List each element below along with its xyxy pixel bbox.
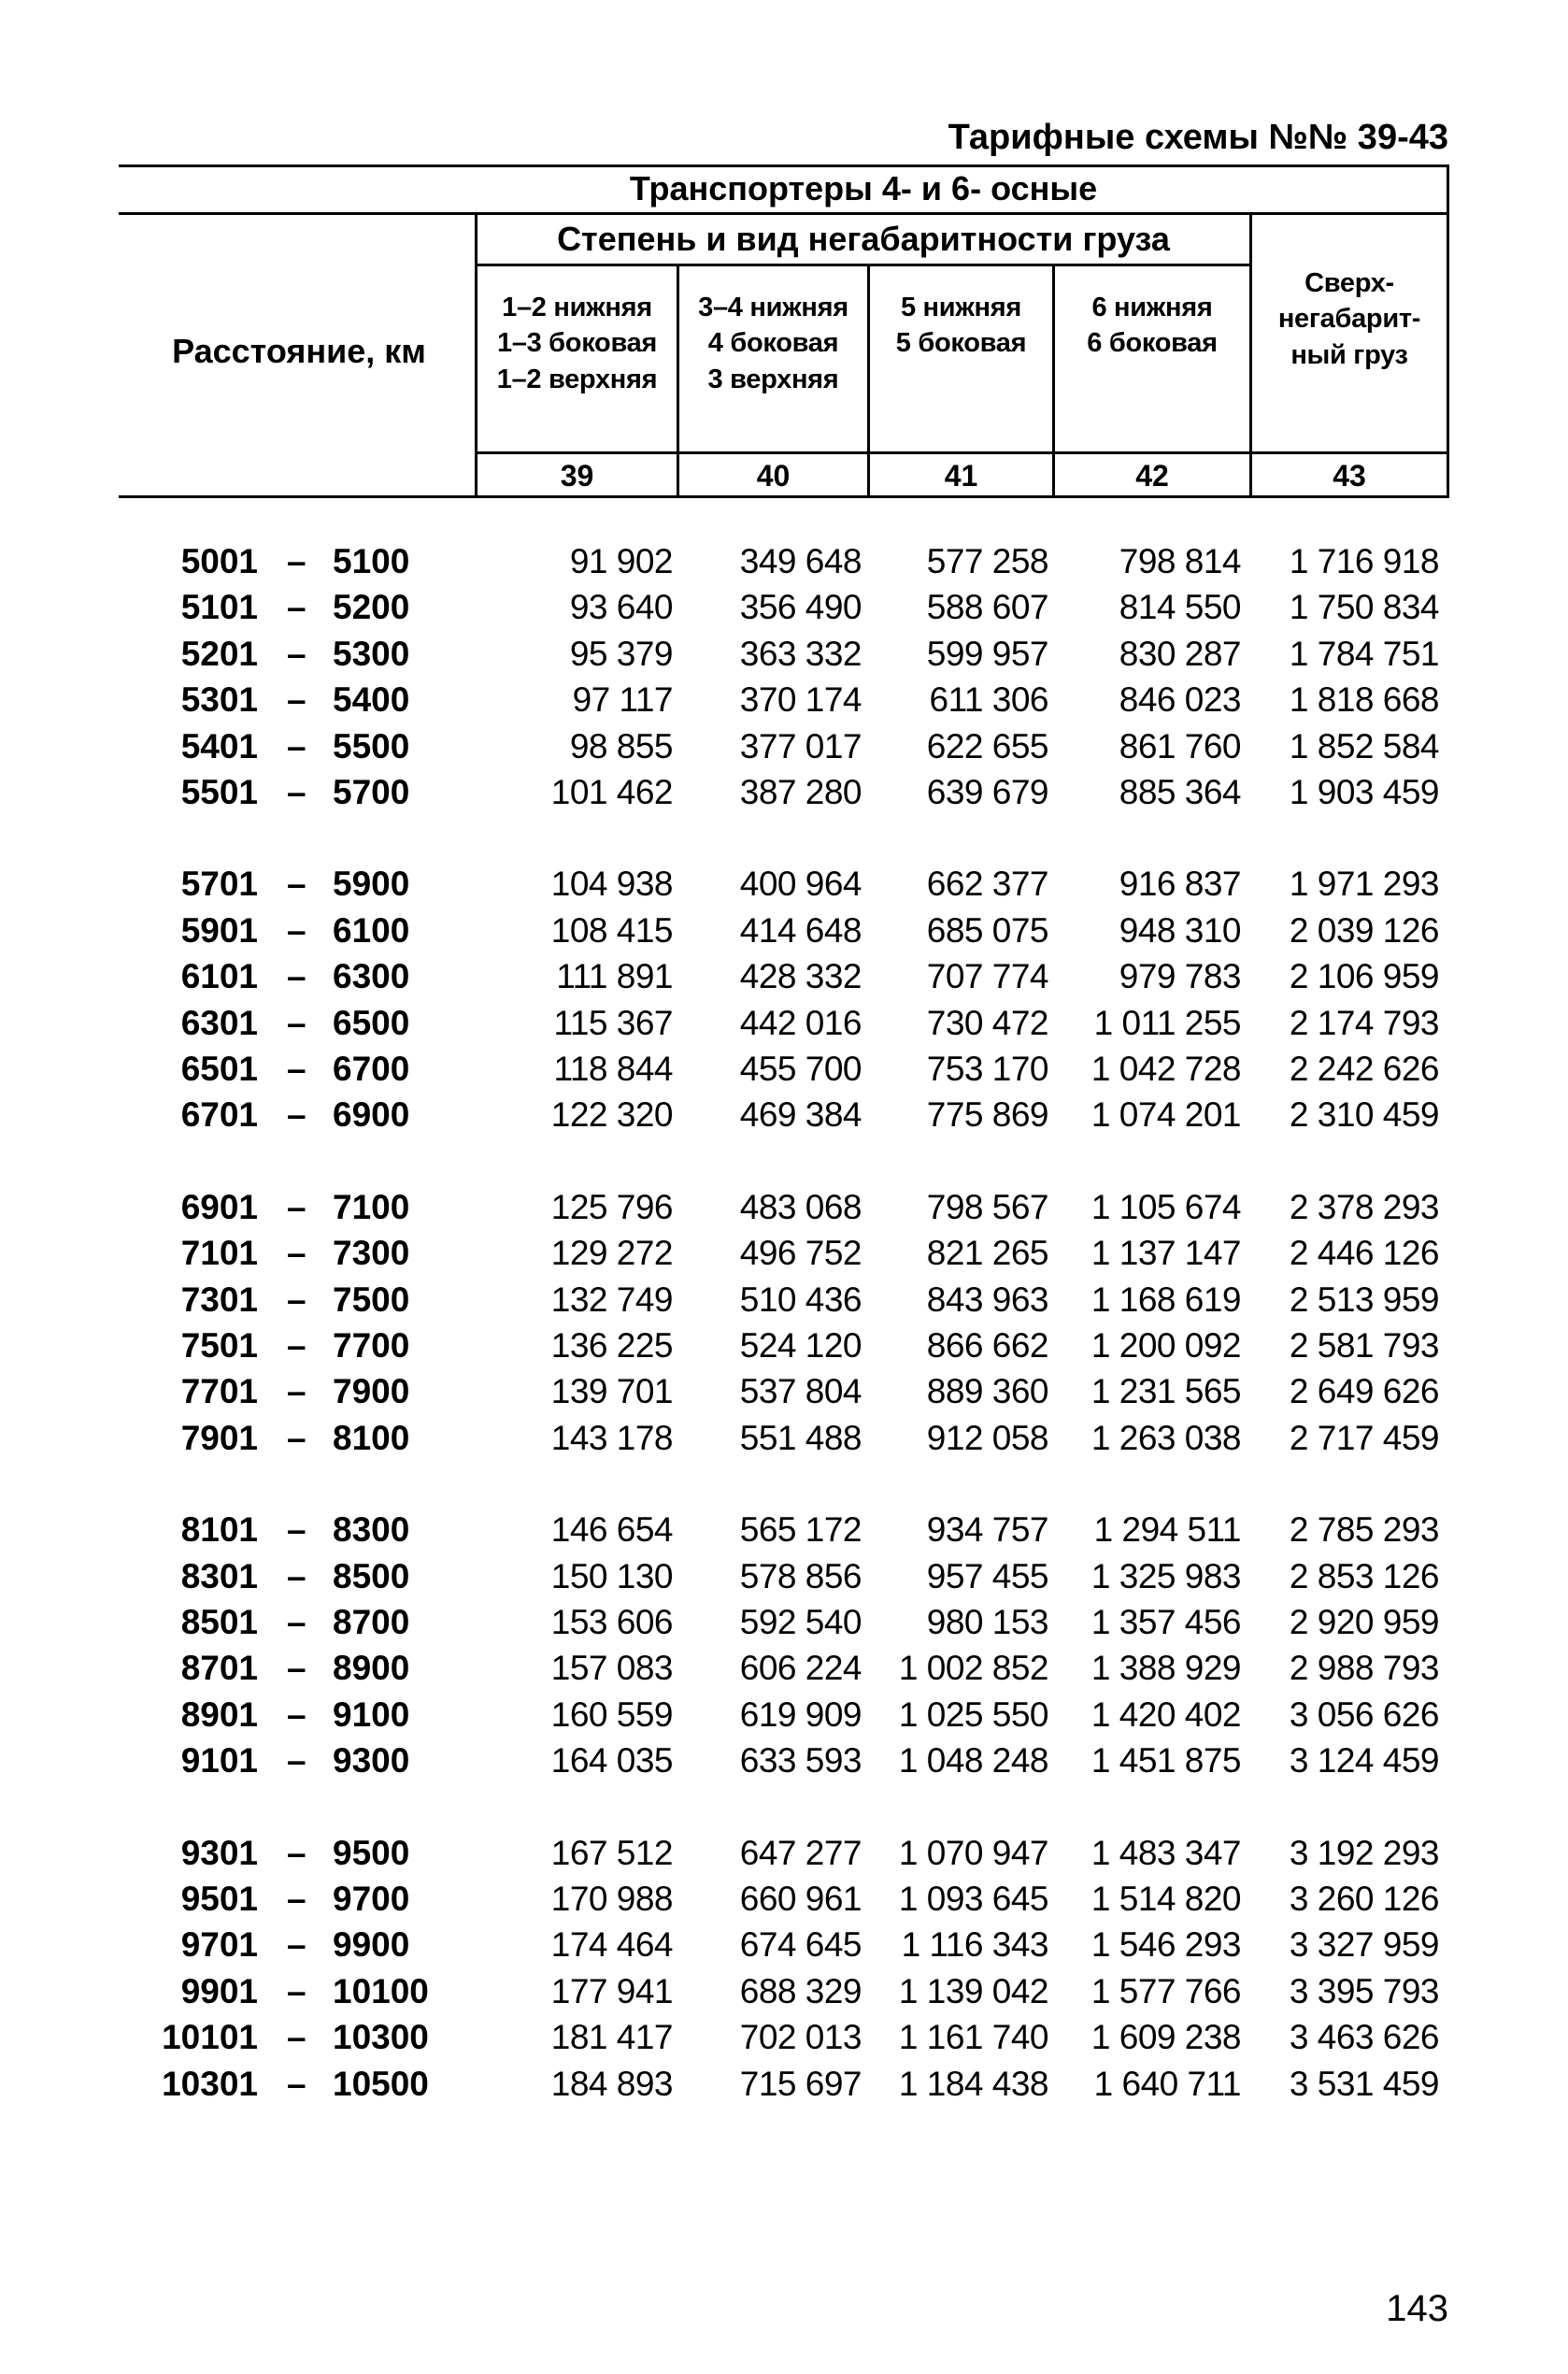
tariff-value-39: 118 844 xyxy=(553,1050,673,1088)
tariff-value-42: 1 325 983 xyxy=(1090,1556,1241,1595)
table-row xyxy=(0,1234,1568,1280)
range-dash: – xyxy=(287,1095,306,1135)
tariff-value-42: 948 310 xyxy=(1119,910,1241,950)
tariff-value-43: 1 903 459 xyxy=(1289,773,1439,811)
distance-from: 6501 xyxy=(180,1050,258,1088)
table-row xyxy=(0,1972,1568,2018)
table-row xyxy=(0,2065,1568,2110)
tariff-value-41: 912 058 xyxy=(926,1418,1048,1457)
table-row xyxy=(0,1925,1568,1971)
table-row xyxy=(0,1280,1568,1326)
tariff-value-39: 143 178 xyxy=(550,1418,673,1457)
tariff-value-40: 356 490 xyxy=(739,588,862,627)
tariff-value-41: 934 757 xyxy=(926,1510,1048,1550)
distance-from: 5901 xyxy=(180,910,258,950)
tariff-value-40: 633 593 xyxy=(739,1741,862,1780)
tariff-value-43: 2 378 293 xyxy=(1289,1187,1439,1226)
distance-from: 9901 xyxy=(180,1971,258,2010)
tariff-value-43: 1 750 834 xyxy=(1289,588,1439,627)
distance-to: 7700 xyxy=(333,1326,410,1365)
tariff-value-39: 108 415 xyxy=(550,910,673,950)
range-dash: – xyxy=(287,1372,306,1411)
header-degree-rule xyxy=(475,264,1252,266)
tariff-value-41: 577 258 xyxy=(926,542,1048,580)
range-dash: – xyxy=(287,1649,306,1688)
range-dash: – xyxy=(287,1603,306,1641)
range-dash: – xyxy=(287,1695,306,1734)
tariff-value-42: 1 231 565 xyxy=(1090,1372,1241,1411)
tariff-value-43: 2 853 126 xyxy=(1289,1556,1439,1595)
table-row xyxy=(0,2018,1568,2064)
tariff-value-42: 1 514 820 xyxy=(1090,1880,1241,1918)
distance-to: 5500 xyxy=(333,726,410,765)
tariff-value-39: 153 606 xyxy=(550,1603,673,1641)
distance-from: 5501 xyxy=(180,773,258,811)
tariff-value-43: 3 463 626 xyxy=(1289,2018,1439,2057)
distance-to: 5300 xyxy=(333,634,410,673)
tariff-value-43: 3 395 793 xyxy=(1289,1971,1439,2010)
distance-from: 5301 xyxy=(180,680,258,720)
tariff-value-42: 798 814 xyxy=(1119,542,1241,580)
distance-from: 7901 xyxy=(180,1418,258,1457)
tariff-value-41: 1 025 550 xyxy=(898,1695,1048,1734)
distance-to: 8100 xyxy=(333,1418,410,1457)
tariff-value-41: 1 048 248 xyxy=(898,1741,1048,1780)
range-dash: – xyxy=(287,1925,306,1965)
column-header-41: 5 нижняя 5 боковая xyxy=(895,293,1027,359)
distance-from: 9101 xyxy=(180,1741,258,1780)
tariff-value-40: 619 909 xyxy=(739,1695,862,1734)
range-dash: – xyxy=(287,1556,306,1595)
tariff-value-43: 2 106 959 xyxy=(1289,957,1439,996)
tariff-value-39: 104 938 xyxy=(550,865,673,904)
range-dash: – xyxy=(287,1234,306,1273)
tariff-value-40: 647 277 xyxy=(739,1833,862,1872)
tariff-value-40: 414 648 xyxy=(739,910,862,950)
tariff-value-42: 1 451 875 xyxy=(1090,1741,1241,1780)
tariff-value-43: 2 310 459 xyxy=(1289,1095,1439,1135)
table-row xyxy=(0,635,1568,680)
tariff-value-40: 592 540 xyxy=(739,1603,862,1641)
tariff-value-41: 639 679 xyxy=(926,773,1048,811)
tariff-value-43: 3 124 459 xyxy=(1289,1741,1439,1780)
table-row xyxy=(0,1741,1568,1787)
distance-to: 8900 xyxy=(333,1649,410,1688)
tariff-value-43: 2 174 793 xyxy=(1289,1003,1439,1042)
table-row xyxy=(0,957,1568,1003)
distance-to: 8700 xyxy=(333,1603,410,1641)
distance-to: 5200 xyxy=(333,588,410,627)
distance-from: 5401 xyxy=(180,726,258,765)
tariff-value-42: 1 042 728 xyxy=(1090,1050,1241,1088)
tariff-value-41: 775 869 xyxy=(926,1095,1048,1135)
tariff-value-40: 524 120 xyxy=(739,1326,862,1365)
tariff-value-42: 1 105 674 xyxy=(1090,1187,1241,1226)
tariff-value-43: 2 649 626 xyxy=(1289,1372,1439,1411)
tariff-value-41: 957 455 xyxy=(926,1556,1048,1595)
range-dash: – xyxy=(287,910,306,950)
tariff-value-39: 139 701 xyxy=(550,1372,673,1411)
tariff-value-39: 95 379 xyxy=(569,634,673,673)
table-row xyxy=(0,1695,1568,1741)
range-dash: – xyxy=(287,1280,306,1319)
tariff-value-43: 1 784 751 xyxy=(1289,634,1439,673)
tariff-value-40: 370 174 xyxy=(739,680,862,720)
tariff-value-40: 377 017 xyxy=(739,726,862,765)
table-row xyxy=(0,1510,1568,1556)
tariff-value-43: 1 971 293 xyxy=(1289,865,1439,904)
table-row xyxy=(0,911,1568,957)
tariff-value-40: 363 332 xyxy=(739,634,862,673)
col-divider-right xyxy=(1447,164,1449,498)
table-row xyxy=(0,1649,1568,1695)
tariff-value-42: 979 783 xyxy=(1119,957,1241,996)
tariff-value-43: 2 717 459 xyxy=(1289,1418,1439,1457)
table-row xyxy=(0,1050,1568,1095)
tariff-value-43: 3 260 126 xyxy=(1289,1880,1439,1918)
range-dash: – xyxy=(287,1510,306,1550)
range-dash: – xyxy=(287,2018,306,2057)
tariff-value-39: 101 462 xyxy=(550,773,673,811)
distance-to: 9300 xyxy=(333,1741,410,1780)
tariff-value-41: 1 139 042 xyxy=(898,1971,1048,2010)
distance-from: 5701 xyxy=(180,865,258,904)
tariff-value-41: 798 567 xyxy=(926,1187,1048,1226)
distance-to: 9100 xyxy=(333,1695,410,1734)
column-code-43: 43 xyxy=(1333,459,1366,493)
table-row xyxy=(0,1326,1568,1372)
table-row xyxy=(0,1557,1568,1603)
tariff-value-42: 861 760 xyxy=(1119,726,1241,765)
tariff-value-43: 2 988 793 xyxy=(1289,1649,1439,1688)
tariff-value-42: 1 388 929 xyxy=(1090,1649,1241,1688)
distance-to: 10500 xyxy=(333,2064,429,2103)
tariff-value-39: 132 749 xyxy=(550,1280,673,1319)
distance-to: 10100 xyxy=(333,1971,429,2010)
distance-from: 9301 xyxy=(180,1833,258,1872)
tariff-value-40: 442 016 xyxy=(739,1003,862,1042)
range-dash: – xyxy=(287,1187,306,1226)
distance-to: 7900 xyxy=(333,1372,410,1411)
tariff-value-40: 496 752 xyxy=(739,1234,862,1273)
distance-from: 10301 xyxy=(162,2064,258,2103)
table-row xyxy=(0,680,1568,726)
tariff-value-43: 2 446 126 xyxy=(1289,1234,1439,1273)
distance-from: 7501 xyxy=(180,1326,258,1365)
distance-from: 6101 xyxy=(180,957,258,996)
distance-from: 7701 xyxy=(180,1372,258,1411)
tariff-value-41: 1 184 438 xyxy=(898,2064,1048,2103)
tariff-value-42: 1 577 766 xyxy=(1090,1971,1241,2010)
tariff-value-42: 1 074 201 xyxy=(1090,1095,1241,1135)
distance-from: 9501 xyxy=(180,1880,258,1918)
tariff-value-40: 565 172 xyxy=(739,1510,862,1550)
distance-from: 8701 xyxy=(180,1649,258,1688)
range-dash: – xyxy=(287,588,306,627)
tariff-value-40: 702 013 xyxy=(739,2018,862,2057)
tariff-value-42: 814 550 xyxy=(1119,588,1241,627)
tariff-value-40: 537 804 xyxy=(739,1372,862,1411)
table-row xyxy=(0,727,1568,773)
tariff-value-41: 843 963 xyxy=(926,1280,1048,1319)
distance-to: 8500 xyxy=(333,1556,410,1595)
tariff-value-40: 469 384 xyxy=(739,1095,862,1135)
tariff-value-41: 599 957 xyxy=(926,634,1048,673)
tariff-value-39: 98 855 xyxy=(569,726,673,765)
table-row xyxy=(0,542,1568,588)
tariff-value-40: 674 645 xyxy=(739,1925,862,1965)
distance-to: 5100 xyxy=(333,542,410,580)
distance-to: 7100 xyxy=(333,1187,410,1226)
range-dash: – xyxy=(287,1418,306,1457)
tariff-value-42: 1 294 511 xyxy=(1093,1510,1241,1550)
tariff-value-40: 660 961 xyxy=(739,1880,862,1918)
tariff-value-41: 980 153 xyxy=(926,1603,1048,1641)
tariff-value-39: 160 559 xyxy=(550,1695,673,1734)
tariff-value-40: 400 964 xyxy=(739,865,862,904)
tariff-value-43: 2 785 293 xyxy=(1289,1510,1439,1550)
range-dash: – xyxy=(287,957,306,996)
tariff-value-40: 551 488 xyxy=(739,1418,862,1457)
distance-to: 6100 xyxy=(333,910,410,950)
tariff-value-39: 136 225 xyxy=(550,1326,673,1365)
transporters-header: Транспортеры 4- и 6- осные xyxy=(629,169,1098,207)
tariff-value-41: 611 306 xyxy=(929,680,1048,720)
range-dash: – xyxy=(287,1971,306,2010)
tariff-value-42: 1 420 402 xyxy=(1090,1695,1241,1734)
range-dash: – xyxy=(287,865,306,904)
distance-from: 8901 xyxy=(180,1695,258,1734)
distance-from: 6901 xyxy=(180,1187,258,1226)
distance-from: 8301 xyxy=(180,1556,258,1595)
tariff-value-40: 455 700 xyxy=(739,1050,862,1088)
tariff-value-43: 1 852 584 xyxy=(1289,726,1439,765)
distance-to: 6900 xyxy=(333,1095,410,1135)
table-row xyxy=(0,1880,1568,1925)
distance-to: 6300 xyxy=(333,957,410,996)
tariff-value-39: 157 083 xyxy=(550,1649,673,1688)
tariff-value-39: 174 464 xyxy=(550,1925,673,1965)
tariff-value-41: 1 116 343 xyxy=(901,1925,1048,1965)
column-header-40: 3–4 нижняя 4 боковая 3 верхняя xyxy=(698,293,848,394)
tariff-value-42: 1 263 038 xyxy=(1090,1418,1241,1457)
table-row xyxy=(0,1834,1568,1880)
table-row xyxy=(0,865,1568,910)
range-dash: – xyxy=(287,726,306,765)
range-dash: – xyxy=(287,542,306,580)
tariff-value-41: 1 070 947 xyxy=(898,1833,1048,1872)
tariff-value-43: 3 192 293 xyxy=(1289,1833,1439,1872)
tariff-value-39: 129 272 xyxy=(550,1234,673,1273)
range-dash: – xyxy=(287,2064,306,2103)
distance-to: 9700 xyxy=(333,1880,410,1918)
tariff-value-41: 1 002 852 xyxy=(898,1649,1048,1688)
tariff-value-42: 1 011 255 xyxy=(1093,1003,1241,1042)
tariff-value-41: 662 377 xyxy=(926,865,1048,904)
distance-to: 5400 xyxy=(333,680,410,720)
table-row xyxy=(0,773,1568,819)
tariff-value-41: 1 093 645 xyxy=(898,1880,1048,1918)
tariff-value-39: 164 035 xyxy=(550,1741,673,1780)
distance-from: 8501 xyxy=(180,1603,258,1641)
tariff-value-39: 184 893 xyxy=(550,2064,673,2103)
range-dash: – xyxy=(287,1003,306,1042)
distance-from: 10101 xyxy=(162,2018,258,2057)
tariff-value-39: 111 891 xyxy=(556,957,673,996)
tariff-value-39: 170 988 xyxy=(550,1880,673,1918)
tariff-value-41: 1 161 740 xyxy=(898,2018,1048,2057)
distance-to: 8300 xyxy=(333,1510,410,1550)
range-dash: – xyxy=(287,1833,306,1872)
tariff-value-41: 821 265 xyxy=(926,1234,1048,1273)
distance-to: 9900 xyxy=(333,1925,410,1965)
tariff-value-42: 1 200 092 xyxy=(1090,1326,1241,1365)
tariff-value-41: 588 607 xyxy=(926,588,1048,627)
tariff-value-43: 2 920 959 xyxy=(1289,1603,1439,1641)
tariff-value-40: 606 224 xyxy=(739,1649,862,1688)
distance-from: 9701 xyxy=(180,1925,258,1965)
range-dash: – xyxy=(287,1050,306,1088)
tariff-value-40: 715 697 xyxy=(739,2064,862,2103)
tariff-value-41: 753 170 xyxy=(926,1050,1048,1088)
tariff-value-39: 91 902 xyxy=(569,542,673,580)
distance-to: 9500 xyxy=(333,1833,410,1872)
tariff-value-39: 181 417 xyxy=(550,2018,673,2057)
column-code-39: 39 xyxy=(560,459,594,493)
tariff-value-43: 3 531 459 xyxy=(1289,2064,1439,2103)
distance-to: 6500 xyxy=(333,1003,410,1042)
tariff-value-42: 1 640 711 xyxy=(1093,2064,1241,2103)
column-code-42: 42 xyxy=(1135,459,1169,493)
range-dash: – xyxy=(287,1741,306,1780)
tariff-value-41: 889 360 xyxy=(926,1372,1048,1411)
tariff-value-39: 93 640 xyxy=(569,588,673,627)
column-header-39: 1–2 нижняя 1–3 боковая 1–2 верхняя xyxy=(496,293,658,394)
tariff-value-39: 150 130 xyxy=(550,1556,673,1595)
tariff-value-41: 707 774 xyxy=(926,957,1048,996)
tariff-value-42: 1 357 456 xyxy=(1090,1603,1241,1641)
table-row xyxy=(0,1095,1568,1141)
range-dash: – xyxy=(287,1880,306,1918)
tariff-value-42: 916 837 xyxy=(1119,865,1241,904)
distance-from: 7301 xyxy=(180,1280,258,1319)
tariff-value-41: 730 472 xyxy=(926,1003,1048,1042)
column-code-40: 40 xyxy=(756,459,791,493)
tariff-value-39: 177 941 xyxy=(550,1971,673,2010)
column-code-41: 41 xyxy=(944,459,978,493)
tariff-value-43: 3 056 626 xyxy=(1289,1695,1439,1734)
table-row xyxy=(0,1419,1568,1465)
tariff-value-40: 483 068 xyxy=(739,1187,862,1226)
tariff-value-40: 578 856 xyxy=(739,1556,862,1595)
distance-from: 5001 xyxy=(180,542,258,580)
tariff-value-42: 885 364 xyxy=(1119,773,1241,811)
column-header-43: Сверх- негабарит- ный груз xyxy=(1277,268,1421,370)
tariff-value-43: 1 818 668 xyxy=(1289,680,1439,720)
distance-to: 7300 xyxy=(333,1234,410,1273)
distance-from: 6701 xyxy=(180,1095,258,1135)
table-row xyxy=(0,1004,1568,1050)
tariff-value-39: 97 117 xyxy=(572,680,673,720)
table-row xyxy=(0,588,1568,634)
range-dash: – xyxy=(287,773,306,811)
tariff-value-43: 2 039 126 xyxy=(1289,910,1439,950)
tariff-value-40: 510 436 xyxy=(739,1280,862,1319)
tariff-value-41: 685 075 xyxy=(926,910,1048,950)
tariff-value-40: 688 329 xyxy=(739,1971,862,2010)
tariff-value-39: 146 654 xyxy=(550,1510,673,1550)
tariff-value-43: 2 242 626 xyxy=(1289,1050,1439,1088)
tariff-value-42: 1 168 619 xyxy=(1090,1280,1241,1319)
tariff-value-39: 115 367 xyxy=(553,1003,673,1042)
header-codes-top-rule xyxy=(475,451,1449,454)
tariff-value-42: 830 287 xyxy=(1119,634,1241,673)
tariff-value-43: 2 513 959 xyxy=(1289,1280,1439,1319)
column-header-42: 6 нижняя 6 боковая xyxy=(1087,293,1218,359)
distance-from: 8101 xyxy=(180,1510,258,1550)
tariff-value-43: 2 581 793 xyxy=(1289,1326,1439,1365)
table-row xyxy=(0,1603,1568,1649)
distance-from: 7101 xyxy=(180,1234,258,1273)
degree-header: Степень и вид негабаритности груза xyxy=(557,220,1170,258)
tariff-value-43: 3 327 959 xyxy=(1289,1925,1439,1965)
tariff-value-42: 1 546 293 xyxy=(1090,1925,1241,1965)
distance-from: 5201 xyxy=(180,634,258,673)
tariff-value-42: 846 023 xyxy=(1119,680,1241,720)
distance-from: 6301 xyxy=(180,1003,258,1042)
tariff-value-41: 622 655 xyxy=(926,726,1048,765)
tariff-value-43: 1 716 918 xyxy=(1289,542,1439,580)
tariff-value-40: 387 280 xyxy=(739,773,862,811)
scheme-title: Тарифные схемы №№ 39-43 xyxy=(948,118,1448,157)
range-dash: – xyxy=(287,634,306,673)
distance-header: Расстояние, км xyxy=(172,332,426,370)
tariff-value-42: 1 609 238 xyxy=(1090,2018,1241,2057)
tariff-value-40: 349 648 xyxy=(739,542,862,580)
tariff-value-42: 1 137 147 xyxy=(1090,1234,1241,1273)
table-row xyxy=(0,1372,1568,1418)
distance-to: 5700 xyxy=(333,773,410,811)
distance-to: 5900 xyxy=(333,865,410,904)
distance-to: 7500 xyxy=(333,1280,410,1319)
tariff-value-40: 428 332 xyxy=(739,957,862,996)
tariff-value-42: 1 483 347 xyxy=(1090,1833,1241,1872)
tariff-value-39: 125 796 xyxy=(550,1187,673,1226)
distance-to: 10300 xyxy=(333,2018,429,2057)
page-number: 143 xyxy=(1386,2288,1448,2329)
tariff-value-41: 866 662 xyxy=(926,1326,1048,1365)
table-row xyxy=(0,1188,1568,1234)
range-dash: – xyxy=(287,1326,306,1365)
tariff-value-39: 167 512 xyxy=(550,1833,673,1872)
range-dash: – xyxy=(287,680,306,720)
tariff-value-39: 122 320 xyxy=(550,1095,673,1135)
distance-to: 6700 xyxy=(333,1050,410,1088)
distance-from: 5101 xyxy=(180,588,258,627)
